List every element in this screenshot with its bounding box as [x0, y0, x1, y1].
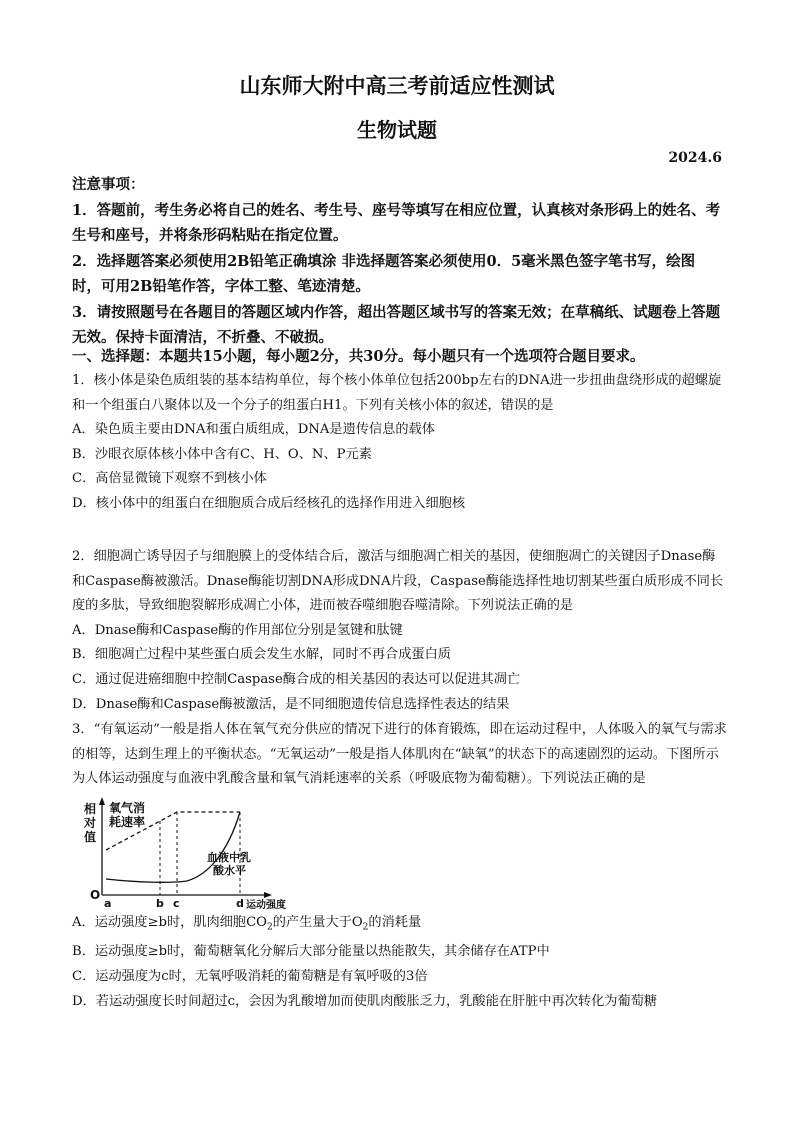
y-label-3: 值 [84, 830, 97, 844]
question-1-option-a: A．染色质主要由DNA和蛋白质组成，DNA是遗传信息的载体 [72, 422, 435, 438]
question-2-option-d: D．Dnase酶和Caspase酶被激活，是不同细胞遗传信息选择性表达的结果 [72, 696, 510, 712]
question-3 [72, 718, 727, 792]
lactate-label-2: 酸水平 [213, 864, 246, 877]
question-1-option-d: D．核小体中的组蛋白在细胞质合成后经核孔的选择作用进入细胞核 [72, 495, 466, 511]
oxygen-label-2: 耗速率 [109, 815, 146, 829]
tick-b: b [156, 897, 164, 910]
notes-item-3: 3．请按照题号在各题目的答题区域内作答，超出答题区域书写的答案无效；在草稿纸、试题卷上答题无效。保持卡面清洁，不折叠、不破损。 [72, 303, 721, 346]
exam-title: 山东师大附中高三考前适应性测试 [239, 73, 555, 98]
oxygen-label-1: 氧气消 [109, 801, 146, 815]
question-3-option-d: D．若运动强度长时间超过c，会因为乳酸增加而使肌肉酸胀乏力，乳酸能在肝脏中再次转化为葡萄糖 [72, 994, 658, 1010]
question-3-option-b: B．运动强度≥b时，葡萄糖氧化分解后大部分能量以热能散失，其余储存在ATP中 [72, 944, 550, 960]
y-label-2: 对 [84, 816, 97, 830]
notes-item-2: 2．选择题答案必须使用2B铅笔正确填涂 非选择题答案必须使用0．5毫米黑色签字笔书写，绘图时，可用2B铅笔作答，字体工整、笔迹清楚。 [72, 252, 696, 295]
x-axis-arrow [264, 892, 272, 898]
section-heading: 一、选择题：本题共15小题，每小题2分，共30分。每小题只有一个选项符合题目要求。 [72, 348, 645, 365]
exam-subtitle: 生物试题 [357, 118, 437, 142]
y-axis-arrow [99, 797, 105, 805]
question-2-option-a: A．Dnase酶和Caspase酶的作用部位分别是氢键和肽键 [72, 622, 403, 638]
question-2-option-c: C．通过促进癌细胞中控制Caspase酶合成的相关基因的表达可以促进其凋亡 [72, 671, 521, 687]
question-1-stem: 1．核小体是染色质组装的基本结构单位，每个核小体单位包括200bp左右的DNA进一步扭曲盘绕形成的超螺旋和一个组蛋白八聚体以及一个分子的组蛋白H1。下列有关核小体的叙述，错误的是 [72, 373, 722, 413]
question-3-option-c: C．运动强度为c时，无氧呼吸消耗的葡萄糖是有氧呼吸的3倍 [72, 969, 428, 985]
exam-date: 2024.6 [668, 150, 722, 166]
question-3-option-a: A．运动强度≥b时，肌肉细胞$CO_2$的产生量大于$O_2$的消耗量 [72, 915, 422, 933]
question-1 [72, 369, 727, 517]
lactate-label-1: 血液中乳 [207, 851, 251, 864]
notes-item-1: 1．答题前，考生务必将自己的姓名、考生号、座号等填写在相应位置，认真核对条形码上的姓名、考生号和座号，并将条形码粘贴在指定位置。 [72, 201, 721, 244]
notes-block [72, 172, 724, 351]
question-2-option-b: B．细胞凋亡过程中某些蛋白质会发生水解，同时不再合成蛋白质 [72, 647, 451, 663]
origin-label: O [90, 888, 101, 902]
tick-a: a [104, 897, 112, 910]
question-1-option-c: C．高倍显微镜下观察不到核小体 [72, 471, 267, 487]
tick-d: d [236, 897, 244, 910]
tick-c: c [173, 897, 180, 910]
question-2-stem: 2．细胞凋亡诱导因子与细胞膜上的受体结合后，激活与细胞凋亡相关的基因，使细胞凋亡的关键因子Dnase酶和Caspase酶被激活。Dnase酶能切割DNA形成DNA片段，Caspase酶能选择性地切割某些蛋白质形成不同长度的多肽，导致细胞裂解形成凋亡小体，进而被吞噬细胞吞噬清除。下列说法正确的是 [72, 549, 724, 614]
y-label-1: 相 [84, 802, 97, 816]
exercise-intensity-figure [72, 795, 312, 910]
notes-heading: 注意事项： [72, 176, 145, 193]
question-1-option-b: B．沙眼衣原体核小体中含有C、H、O、N、P元素 [72, 446, 372, 462]
question-2 [72, 545, 727, 717]
question-3-stem: 3．“有氧运动”一般是指人体在氧气充分供应的情况下进行的体育锻炼，即在运动过程中，人体吸入的氧气与需求的相等，达到生理上的平衡状态。“无氧运动”一般是指人体肌肉在“缺氧”的状态下的高速剧烈的运动。下图所示为人体运动强度与血液中乳酸含量和氧气消耗速率的关系（呼吸底物为葡萄糖）。下列说法正确的是 [72, 722, 727, 787]
x-axis-label: 运动强度 [246, 900, 286, 910]
question-3-options [72, 911, 727, 1015]
